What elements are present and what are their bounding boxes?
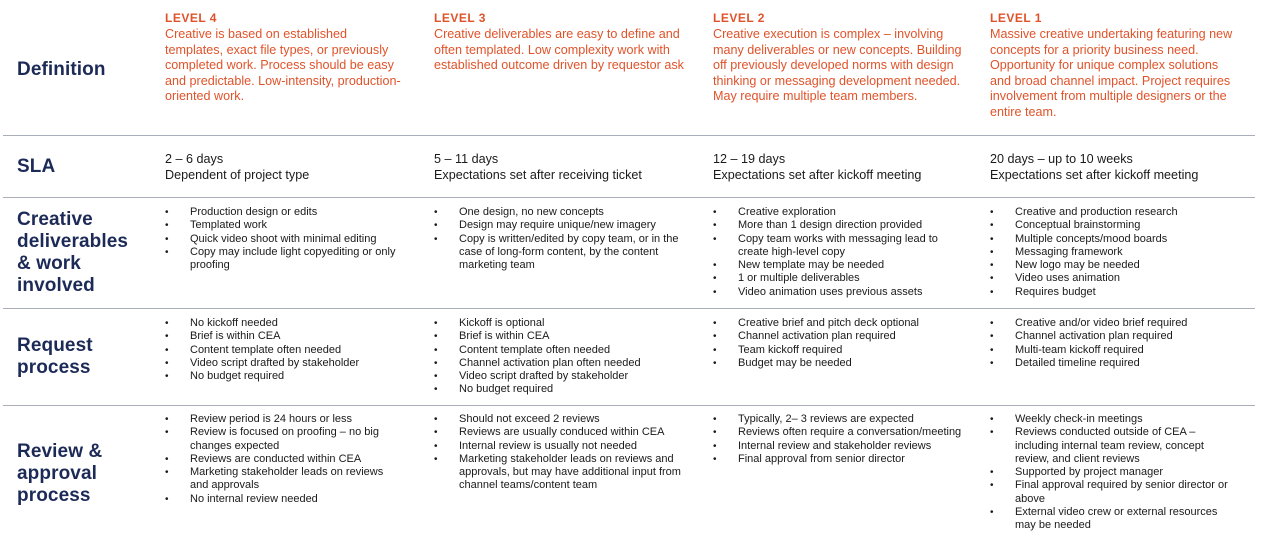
- list-item: • Copy may include light copyediting or only proofing: [165, 246, 397, 273]
- sla-cell: [434, 151, 694, 183]
- list-item: • Reviews are conducted within CEA: [165, 453, 397, 466]
- list-item: • New logo may be needed: [990, 259, 1232, 272]
- row-label-line: deliverables: [17, 231, 129, 252]
- review-list: [434, 413, 686, 493]
- list-item: • No kickoff needed: [165, 317, 397, 330]
- list-item: • Kickoff is optional: [434, 317, 686, 330]
- review-cell: [434, 413, 686, 493]
- sla-duration: 5 – 11 days: [434, 152, 499, 166]
- deliverables-list: [165, 206, 397, 272]
- list-item: • Templated work: [165, 219, 397, 232]
- list-item: • Internal review is usually not needed: [434, 440, 686, 453]
- list-item: • Reviews are usually conduced within CEA: [434, 426, 686, 439]
- definition-cell: [713, 12, 975, 105]
- list-item: • Reviews often require a conversation/meeting: [713, 426, 967, 439]
- row-label-line: involved: [17, 275, 95, 296]
- row-divider: [3, 308, 1255, 309]
- list-item: • Content template often needed: [165, 344, 397, 357]
- review-cell: [713, 413, 967, 466]
- deliverables-cell: [434, 206, 686, 272]
- list-item: • One design, no new concepts: [434, 206, 686, 219]
- request-cell: [990, 317, 1232, 370]
- list-item: • Production design or edits: [165, 206, 397, 219]
- row-label-line: Request: [17, 335, 93, 356]
- definition-cell: [165, 12, 405, 105]
- review-list: [713, 413, 967, 466]
- list-item: • Brief is within CEA: [434, 330, 686, 343]
- list-item: • Multiple concepts/mood boards: [990, 233, 1232, 246]
- list-item: • Creative and/or video brief required: [990, 317, 1232, 330]
- list-item: • Detailed timeline required: [990, 357, 1232, 370]
- level-title: LEVEL 3: [434, 11, 486, 25]
- list-item: • Copy is written/edited by copy team, or in the case of long-form content, by the content marketing team: [434, 233, 686, 273]
- list-item: • Marketing stakeholder leads on reviews and approvals, but may have additional input from channel teams/content team: [434, 453, 686, 493]
- request-list: [713, 317, 967, 370]
- row-divider: [3, 135, 1255, 136]
- row-label-deliverables: [17, 209, 128, 297]
- list-item: • No budget required: [434, 383, 686, 396]
- list-item: • Channel activation plan often needed: [434, 357, 686, 370]
- list-item: • Multi-team kickoff required: [990, 344, 1232, 357]
- sla-cell: [165, 151, 405, 183]
- level-definition: Creative execution is complex – involving many deliverables or new concepts. Building off previously developed norms with design thinking or messaging development needed. May require multiple team members.: [713, 27, 962, 104]
- list-item: • Quick video shoot with minimal editing: [165, 233, 397, 246]
- list-item: • Should not exceed 2 reviews: [434, 413, 686, 426]
- list-item: • Final approval required by senior director or above: [990, 479, 1232, 506]
- deliverables-cell: [990, 206, 1232, 299]
- row-label-line: process: [17, 357, 91, 378]
- list-item: • Channel activation plan required: [713, 330, 967, 343]
- list-item: • Creative exploration: [713, 206, 967, 219]
- list-item: • Weekly check-in meetings: [990, 413, 1232, 426]
- list-item: • Video script drafted by stakeholder: [165, 357, 397, 370]
- list-item: • External video crew or external resources may be needed: [990, 506, 1232, 533]
- list-item: • Messaging framework: [990, 246, 1232, 259]
- row-divider: [3, 197, 1255, 198]
- sla-duration: 12 – 19 days: [713, 152, 786, 166]
- list-item: • Video animation uses previous assets: [713, 286, 967, 299]
- list-item: • Copy team works with messaging lead to create high-level copy: [713, 233, 967, 260]
- row-label-sla: SLA: [17, 156, 56, 177]
- review-list: [990, 413, 1232, 533]
- level-definition: Creative deliverables are easy to define and often templated. Low complexity work with established outcome driven by requestor ask: [434, 27, 684, 73]
- list-item: • Reviews conducted outside of CEA – including internal team review, concept review, and client reviews: [990, 426, 1232, 466]
- row-label-line: approval: [17, 463, 97, 484]
- row-divider: [3, 405, 1255, 406]
- list-item: • Brief is within CEA: [165, 330, 397, 343]
- review-cell: [165, 413, 397, 506]
- list-item: • New template may be needed: [713, 259, 967, 272]
- list-item: • Supported by project manager: [990, 466, 1232, 479]
- request-cell: [434, 317, 686, 397]
- list-item: • 1 or multiple deliverables: [713, 272, 967, 285]
- request-list: [990, 317, 1232, 370]
- deliverables-cell: [165, 206, 397, 272]
- list-item: • More than 1 design direction provided: [713, 219, 967, 232]
- deliverables-list: [713, 206, 967, 299]
- sla-note: Expectations set after kickoff meeting: [713, 168, 922, 182]
- definition-cell: [990, 12, 1240, 121]
- list-item: • Creative and production research: [990, 206, 1232, 219]
- review-cell: [990, 413, 1232, 533]
- list-item: • No internal review needed: [165, 493, 397, 506]
- level-definition: Massive creative undertaking featuring new concepts for a priority business need. Opportunity for unique complex solutions and broad channel impact. Project requires involvement from multiple designers or the entire team.: [990, 27, 1233, 119]
- deliverables-list: [990, 206, 1232, 299]
- sla-cell: [990, 151, 1240, 183]
- row-label-definition: Definition: [17, 59, 106, 80]
- list-item: • Typically, 2– 3 reviews are expected: [713, 413, 967, 426]
- list-item: • Creative brief and pitch deck optional: [713, 317, 967, 330]
- sla-duration: 20 days – up to 10 weeks: [990, 152, 1133, 166]
- row-label-request: [17, 335, 93, 379]
- row-label-line: Review &: [17, 441, 103, 462]
- sla-note: Dependent of project type: [165, 168, 310, 182]
- definition-cell: [434, 12, 694, 74]
- sla-cell: [713, 151, 975, 183]
- list-item: • Marketing stakeholder leads on reviews and approvals: [165, 466, 397, 493]
- request-cell: [713, 317, 967, 370]
- row-label-review: [17, 441, 102, 507]
- level-title: LEVEL 4: [165, 11, 217, 25]
- row-label-line: process: [17, 485, 91, 506]
- deliverables-cell: [713, 206, 967, 299]
- list-item: • Team kickoff required: [713, 344, 967, 357]
- list-item: • Video script drafted by stakeholder: [434, 370, 686, 383]
- sla-note: Expectations set after receiving ticket: [434, 168, 642, 182]
- list-item: • Internal review and stakeholder reviews: [713, 440, 967, 453]
- level-definition: Creative is based on established templates, exact file types, or previously completed work. Process should be easy and predictable. Low-intensity, production-oriented work.: [165, 27, 401, 104]
- level-title: LEVEL 2: [713, 11, 765, 25]
- list-item: • No budget required: [165, 370, 397, 383]
- list-item: • Content template often needed: [434, 344, 686, 357]
- list-item: • Review period is 24 hours or less: [165, 413, 397, 426]
- deliverables-list: [434, 206, 686, 272]
- sla-note: Expectations set after kickoff meeting: [990, 168, 1199, 182]
- row-label-line: Creative: [17, 209, 93, 230]
- row-label-line: & work: [17, 253, 81, 274]
- request-list: [434, 317, 686, 397]
- list-item: • Video uses animation: [990, 272, 1232, 285]
- review-list: [165, 413, 397, 506]
- list-item: • Requires budget: [990, 286, 1232, 299]
- list-item: • Final approval from senior director: [713, 453, 967, 466]
- list-item: • Budget may be needed: [713, 357, 967, 370]
- sla-duration: 2 – 6 days: [165, 152, 224, 166]
- request-cell: [165, 317, 397, 383]
- list-item: • Channel activation plan required: [990, 330, 1232, 343]
- list-item: • Design may require unique/new imagery: [434, 219, 686, 232]
- list-item: • Review is focused on proofing – no big changes expected: [165, 426, 397, 453]
- request-list: [165, 317, 397, 383]
- level-title: LEVEL 1: [990, 11, 1042, 25]
- list-item: • Conceptual brainstorming: [990, 219, 1232, 232]
